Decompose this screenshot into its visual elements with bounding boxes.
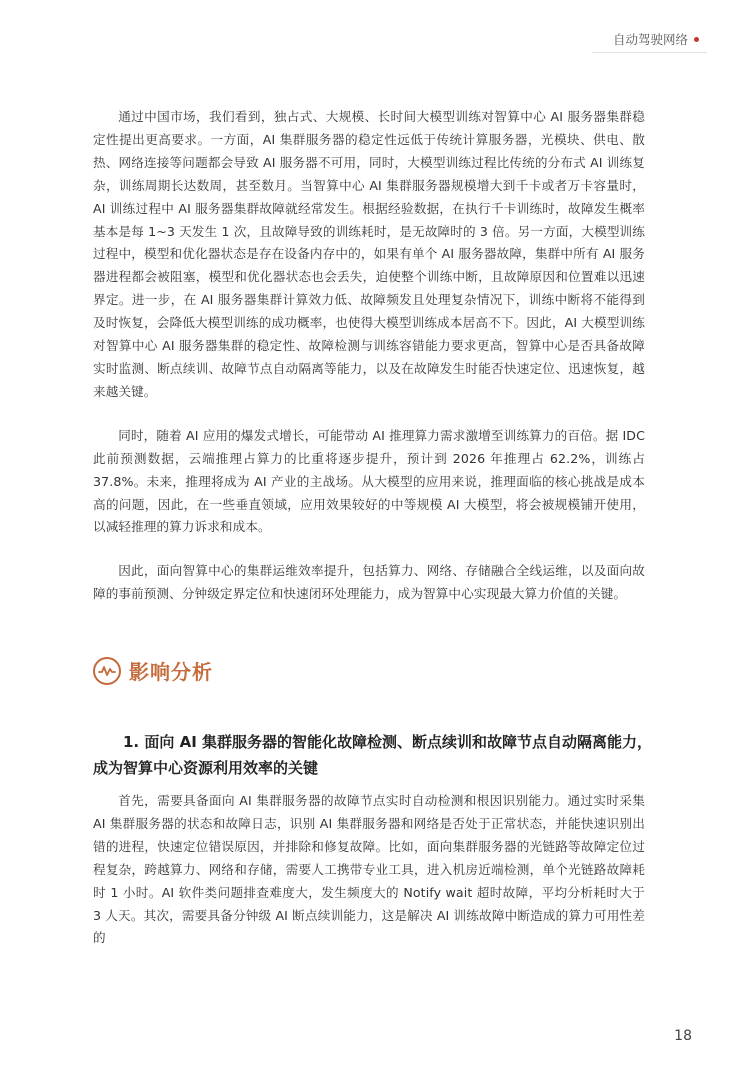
header-title: 自动驾驶网络 [612, 32, 688, 47]
body-text [93, 106, 645, 627]
section-title: 影响分析 [129, 660, 213, 684]
section-heading [93, 656, 213, 685]
subsection-heading: 1. 面向 AI 集群服务器的智能化故障检测、断点续训和故障节点自动隔离能力，成为智算中心资源利用效率的关键 [93, 733, 652, 777]
paragraph-4: 首先，需要具备面向 AI 集群服务器的故障节点实时自动检测和根因识别能力。通过实时采集 AI 集群服务器的状态和故障日志，识别 AI 集群服务器和网络是否处于正常状态，并能快速识别出错的进程，快速定位错误原因，并排除和修复故障。比如，面向集群服务器的光链路等故障定位过程复杂，跨越算力、网络和存储，需要人工携带专业工具，进入机房近端检测，单个光链路故障耗时 1 小时。AI 软件类问题排查难度大，发生频度大的 Notify wait 超时故障，平均分析耗时大于 3 人天。其次，需要具备分钟级 AI 断点续训能力，这是解决 AI 训练故障中断造成的算力可用性差的 [93, 793, 645, 946]
paragraph-3: 因此，面向智算中心的集群运维效率提升，包括算力、网络、存储融合全线运维，以及面向故障的事前预测、分钟级定界定位和快速闭环处理能力，成为智算中心实现最大算力价值的关键。 [93, 563, 645, 602]
body-text-2 [93, 790, 645, 971]
header-divider [592, 52, 707, 53]
analysis-wave-icon [93, 657, 121, 685]
paragraph-2: 同时，随着 AI 应用的爆发式增长，可能带动 AI 推理算力需求激增至训练算力的百倍。据 IDC 此前预测数据，云端推理占算力的比重将逐步提升，预计到 2026 年推理占 62.2%，训练占 37.8%。未来，推理将成为 AI 产业的主战场。从大模型的应用来说，推理面临的核心挑战是成本高的问题，因此，在一些垂直领域，应用效果较好的中等规模 AI 大模型，将会被规模铺开使用，以减轻推理的算力诉求和成本。 [93, 427, 645, 535]
header-dot-icon [694, 37, 699, 42]
page-header [613, 30, 699, 48]
paragraph-1: 通过中国市场，我们看到，独占式、大规模、长时间大模型训练对智算中心 AI 服务器集群稳定性提出更高要求。一方面，AI 集群服务器的稳定性远低于传统计算服务器，光模块、供电、散热、网络连接等问题都会导致 AI 服务器不可用，同时，大模型训练过程比传统的分布式 AI 训练复杂，训练周期长达数周，甚至数月。当智算中心 AI 集群服务器规模增大到千卡或者万卡容量时，AI 训练过程中 AI 服务器集群故障就经常发生。根据经验数据，在执行千卡训练时，故障发生概率基本是每 1~3 天发生 1 次，且故障导致的训练耗时，是无故障时的 3 倍。另一方面，大模型训练过程中，模型和优化器状态是存在设备内存中的，如果有单个 AI 服务器故障，集群中所有 AI 服务器进程都会被阻塞，模型和优化器状态也会丢失，迫使整个训练中断，且故障原因和位置难以迅速界定。进一步，在 AI 服务器集群计算效力低、故障频发且处理复杂情况下，训练中断将不能得到及时恢复，会降低大模型训练的成功概率，也使得大模型训练成本居高不下。因此，AI 大模型训练对智算中心 AI 服务器集群的稳定性、故障检测与训练容错能力要求更高，智算中心是否具备故障实时监测、断点续训、故障节点自动隔离等能力，以及在故障发生时能否快速定位、迅速恢复，越来越关键。 [93, 109, 645, 399]
page-number: 18 [674, 1028, 692, 1044]
